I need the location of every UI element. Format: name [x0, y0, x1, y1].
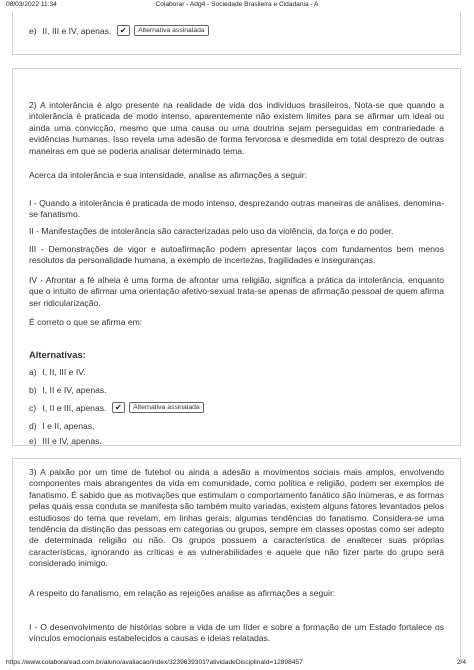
- option-letter: b): [29, 385, 37, 395]
- option-text: I, II e III, apenas.: [42, 403, 107, 413]
- option-d[interactable]: [29, 419, 94, 433]
- statement-2: II - Manifestações de intolerância são caracterizadas pelo uso da violência, da força e do poder.: [29, 226, 394, 236]
- question-card-3: [12, 458, 461, 662]
- option-text: I e II, apenas.: [42, 421, 95, 431]
- question-text: É correto o que se afirma em:: [29, 317, 143, 327]
- option-letter: c): [29, 403, 37, 413]
- option-text: I, II, III e IV.: [42, 367, 86, 377]
- option-text: I, II e IV, apenas.: [42, 385, 107, 395]
- print-header: [0, 1, 474, 11]
- option-e[interactable]: [29, 24, 209, 38]
- question-prompt: Acerca da intolerância e sua intensidade, analise as afirmações a seguir:: [29, 170, 308, 180]
- selected-badge: Alternativa assinalada: [129, 402, 204, 413]
- question-intro: 2) A intolerância é algo presente na realidade de vida dos indivíduos brasileiros, Nota-se que quando a intolerância é praticada de modo intenso, aparentemente não existem limites para se afirmar um ideal ou ainda uma convicção, mesmo que uma causa ou uma doutrina sejam perseguidas em contrariedade a evidências humanas. Isso revela uma adesão de forma fervorosa e desmedida em total desprezo de outras maneiras em que se poderia analisar determinado tema.: [29, 100, 444, 156]
- option-a[interactable]: [29, 365, 86, 379]
- option-b[interactable]: [29, 383, 107, 397]
- alternatives-title: Alternativas:: [29, 349, 86, 360]
- option-e[interactable]: [29, 436, 102, 447]
- print-title: Colaborar - Adg4 - Sociedade Brasileira e Cidadania - A: [155, 1, 319, 8]
- option-letter: e): [29, 26, 37, 36]
- print-url: https://www.colaboraread.com.br/aluno/avaliacao/index/3239639301?atividadeDisciplinaId=12898457: [6, 659, 303, 666]
- check-icon: ✔: [117, 25, 130, 36]
- statement-4: IV - Afrontar a fé alheia é uma forma de afrontar uma religião, significa a prática da intolerância, enquanto que o intuito de afirmar uma orientação afetivo-sexual trata-se apenas de afirmação pessoal de quem afirma ser ridicularização.: [29, 275, 444, 308]
- option-c[interactable]: [29, 401, 204, 415]
- print-footer: [0, 659, 474, 669]
- option-letter: d): [29, 421, 37, 431]
- statement-3: III - Demonstrações de vigor e autoafirmação podem apresentar laços com fundamentos bem menos resolutos da personalidade humana, a exemplo de incertezas, fragilidades e inseguranças.: [29, 244, 444, 266]
- statement-1: I - O desenvolvimento de histórias sobre a vida de um líder e sobre a formação de um Estado fortalece os vínculos emocionais estabelecidos a causas e ideias relatadas.: [29, 622, 444, 644]
- question-prompt: A respeito do fanatismo, em relação as rejeições analise as afirmações a seguir:: [29, 588, 336, 598]
- option-text: III e IV, apenas.: [42, 436, 102, 446]
- statement-1: I - Quando a intolerância é praticada de modo intenso, desprezando outras maneiras de análises, denomina-se fanatismo.: [29, 198, 444, 220]
- page-number: 2/4: [456, 659, 466, 666]
- question-intro: 3) A paixão por um time de futebol ou ainda a adesão a movimentos sociais mais amplos, envolvendo componentes mais abrangentes da vida em comunidade, como política e religião, podem ser exemplos de fanatismo. É sabido que as motivações que estimulam o comportamento fanático são inúmeras, e as formas pelas quais essa conduta se manifesta são também muito variadas, existem alguns fatores levantados pelos estudiosos do tema que revelam, em linhas gerais, algumas tendências do fanatismo. Considera-se uma tendência da distinção das pessoas em categorias ou grupos, sempre em classes opostas como ser adepto de determinada religião ou não. Os grupos possuem a característica de enaltecer suas próprias características, ignorando as críticas e as vulnerabilidades e aquele que não fizer parte do grupo será considerado inimigo.: [29, 467, 444, 569]
- print-datetime: 08/03/2022 11:34: [6, 1, 57, 8]
- check-icon: ✔: [112, 402, 125, 413]
- question-card-1: [12, 12, 461, 55]
- question-card-2: [12, 68, 461, 446]
- option-text: II, III e IV, apenas.: [42, 26, 112, 36]
- option-letter: e): [29, 436, 37, 446]
- option-letter: a): [29, 367, 37, 377]
- selected-badge: Alternativa assinalada: [134, 25, 209, 36]
